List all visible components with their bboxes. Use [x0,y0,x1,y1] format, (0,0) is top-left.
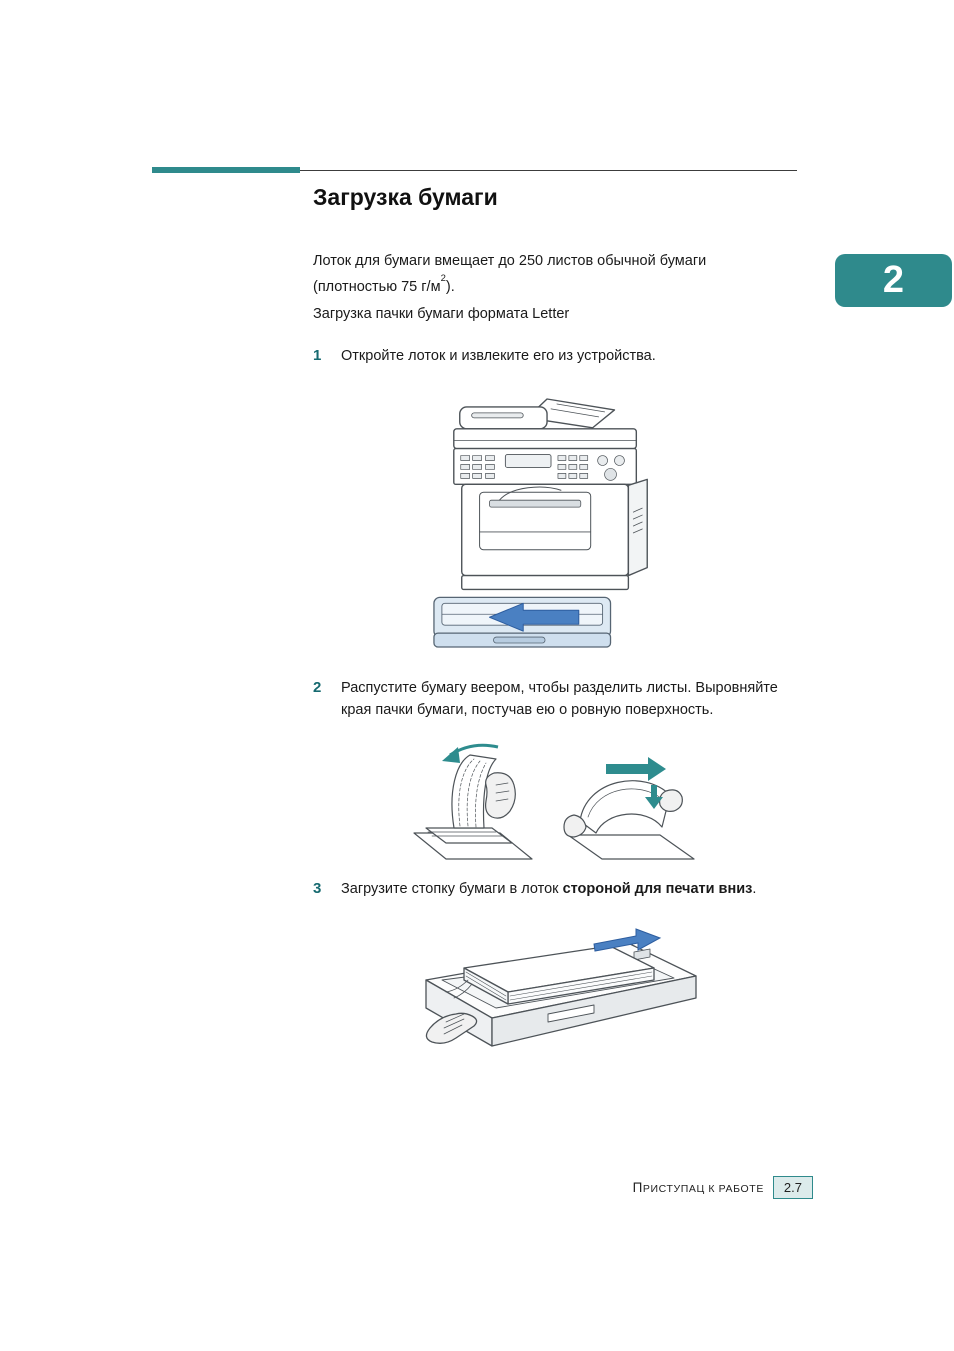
step-2-text: Распустите бумагу веером, чтобы разделить листы. Выровняйте края пачки бумаги, постучав ею о ровную поверхность. [341,680,778,718]
footer-section-title [633,1180,764,1195]
figure-fanning-paper [408,733,700,865]
step-3-text [341,878,756,900]
fanning-paper-illustration [408,733,700,865]
intro-line2-pre: (плотностью 75 г/м [313,278,441,295]
chapter-number-badge: 2 [835,254,952,307]
intro-paragraph [313,250,793,298]
header-accent-bar [152,167,300,173]
header-thin-line [300,170,797,171]
footer-section-lead: П [632,1180,643,1195]
section-subtitle: Загрузка пачки бумаги формата Letter [313,306,570,322]
step-2-number: 2 [313,679,322,696]
step-3-text-post: . [752,881,757,897]
intro-line1: Лоток для бумаги вмещает до 250 листов обычной бумаги [313,253,707,269]
footer-section-rest: РИСТУПАЦ К РАБОТЕ [642,1183,764,1195]
page-footer [313,1176,813,1199]
page-title: Загрузка бумаги [313,184,498,210]
intro-line2-post: ). [445,278,455,295]
step-3-text-bold: стороной для печати вниз [562,881,753,897]
page-number-badge: 2.7 [773,1176,813,1199]
intro-line2 [313,272,793,298]
header-rule [152,167,797,173]
printer-illustration [428,383,676,663]
figure-loading-paper-tray [398,916,710,1094]
intro-line2-superscript: 2 [440,272,446,284]
step-3 [313,878,756,900]
step-3-text-pre: Загрузите стопку бумаги в лоток [341,881,563,897]
step-3-number: 3 [313,880,322,897]
figure-printer-open-tray [428,383,676,663]
step-1-number: 1 [313,347,322,364]
step-2 [313,677,786,721]
step-1 [313,345,656,367]
step-1-text: Откройте лоток и извлеките его из устройства. [341,348,656,364]
paper-tray-illustration [398,916,710,1094]
